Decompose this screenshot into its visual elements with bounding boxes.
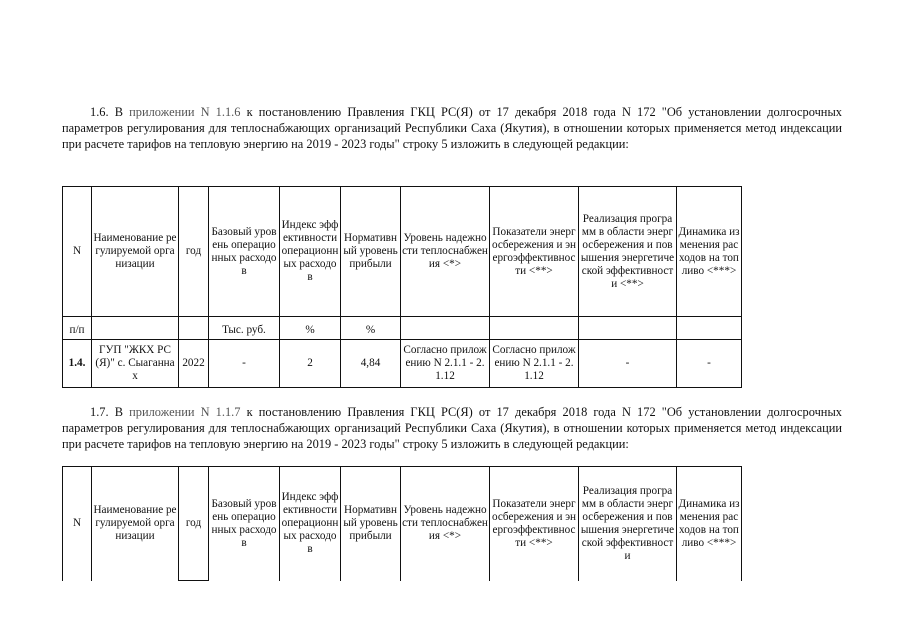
- header-cell: Нормативный уровень прибыли: [341, 187, 401, 317]
- header-cell: Базовый уровень операционных расходов: [209, 467, 280, 581]
- appendix-link[interactable]: приложении N 1.1.7: [129, 405, 241, 419]
- unit-cell: [490, 317, 579, 340]
- year-cell: 2022: [179, 340, 209, 388]
- header-cell: Показатели энергосбережения и энергоэффективности <**>: [490, 467, 579, 581]
- data-cell: Согласно приложению N 2.1.1 - 2.1.12: [401, 340, 490, 388]
- section-pre: В: [114, 405, 123, 419]
- unit-cell: [179, 317, 209, 340]
- header-cell: Наименование регулируемой организации: [92, 467, 179, 581]
- section-number: 1.6.: [90, 105, 109, 119]
- appendix-link[interactable]: приложении N 1.1.6: [129, 105, 241, 119]
- header-row: [63, 187, 742, 317]
- parameters-table-1: [62, 186, 742, 388]
- unit-cell: п/п: [63, 317, 92, 340]
- data-cell: Согласно приложению N 2.1.1 - 2.1.12: [490, 340, 579, 388]
- header-cell: Динамика изменения расходов на топливо <***>: [677, 467, 742, 581]
- paragraph-1-7: [62, 404, 842, 452]
- unit-cell: [579, 317, 677, 340]
- data-cell: 2: [280, 340, 341, 388]
- header-cell: Динамика изменения расходов на топливо <***>: [677, 187, 742, 317]
- row-number: 1.4.: [63, 340, 92, 388]
- header-cell: N: [63, 467, 92, 581]
- unit-cell: %: [280, 317, 341, 340]
- header-cell: Базовый уровень операционных расходов: [209, 187, 280, 317]
- header-cell: Индекс эффективности операционных расходов: [280, 187, 341, 317]
- header-cell: Наименование регулируемой организации: [92, 187, 179, 317]
- header-cell: год: [179, 467, 209, 581]
- unit-cell: [401, 317, 490, 340]
- header-row: [63, 467, 742, 581]
- paragraph-1-6: [62, 104, 842, 152]
- header-cell: Нормативный уровень прибыли: [341, 467, 401, 581]
- parameters-table-2: [62, 466, 742, 581]
- header-cell: Уровень надежности теплоснабжения <*>: [401, 187, 490, 317]
- unit-cell: [677, 317, 742, 340]
- section-text: к постановлению Правления ГКЦ РС(Я) от 17 декабря 2018 года N 172 "Об установлении долгосрочных параметров регулирования для теплоснабжающих организаций Республики Саха (Якутия), в отношении которых применяется метод индексации при расчете тарифов на тепловую энергию на 2019 - 2023 годы" строку 5 изложить в следующей редакции:: [62, 105, 842, 151]
- data-cell: -: [209, 340, 280, 388]
- header-cell: Индекс эффективности операционных расходов: [280, 467, 341, 581]
- unit-row: [63, 317, 742, 340]
- header-cell: N: [63, 187, 92, 317]
- data-cell: -: [579, 340, 677, 388]
- data-cell: 4,84: [341, 340, 401, 388]
- unit-cell: Тыс. руб.: [209, 317, 280, 340]
- unit-cell: [92, 317, 179, 340]
- section-text: к постановлению Правления ГКЦ РС(Я) от 17 декабря 2018 года N 172 "Об установлении долгосрочных параметров регулирования для теплоснабжающих организаций Республики Саха (Якутия), в отношении которых применяется метод индексации при расчете тарифов на тепловую энергию на 2019 - 2023 годы" строку 5 изложить в следующей редакции:: [62, 405, 842, 451]
- unit-cell: %: [341, 317, 401, 340]
- section-pre: В: [114, 105, 123, 119]
- header-cell: Реализация программ в области энергосбережения и повышения энергетической эффективности: [579, 467, 677, 581]
- organization-name: ГУП "ЖКХ РС(Я)" с. Сыаганнах: [92, 340, 179, 388]
- header-cell: Реализация программ в области энергосбережения и повышения энергетической эффективности <**>: [579, 187, 677, 317]
- data-cell: -: [677, 340, 742, 388]
- section-number: 1.7.: [90, 405, 109, 419]
- header-cell: Показатели энергосбережения и энергоэффективности <**>: [490, 187, 579, 317]
- header-cell: год: [179, 187, 209, 317]
- table-row: [63, 340, 742, 388]
- header-cell: Уровень надежности теплоснабжения <*>: [401, 467, 490, 581]
